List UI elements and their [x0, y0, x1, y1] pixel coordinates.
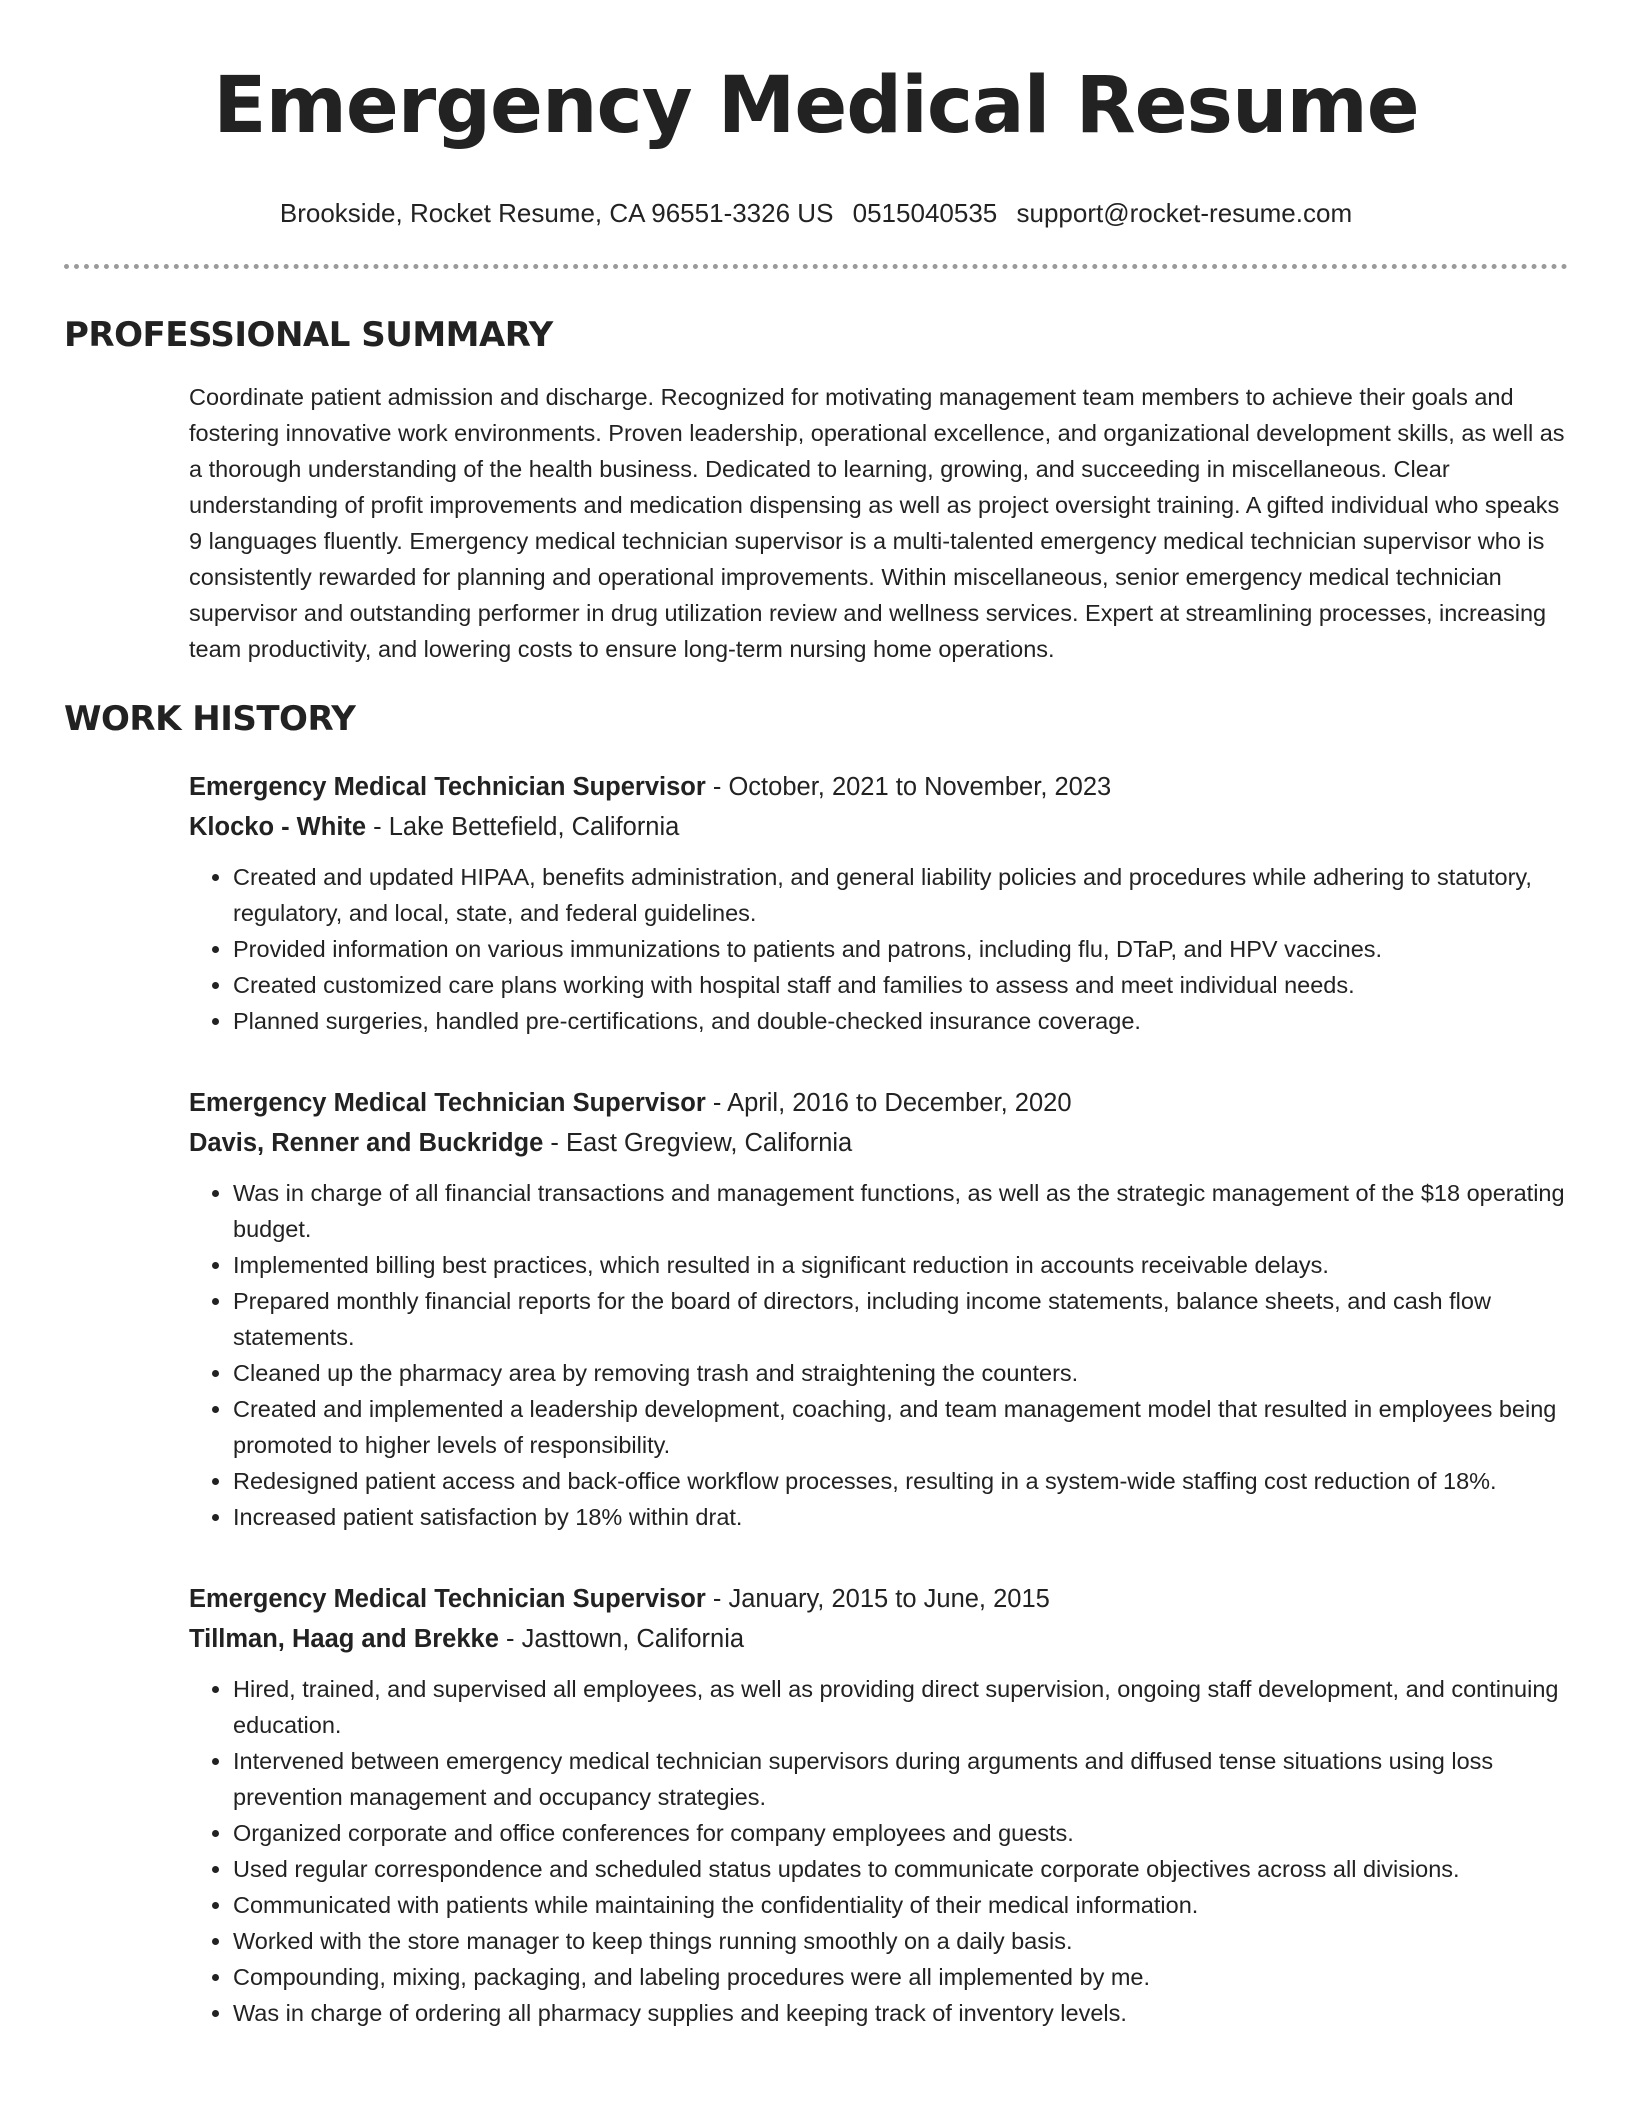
job-bullet: • Hired, trained, and supervised all employees, as well as providing direct supervision, ongoing staff development, and continuing education.	[233, 1671, 1568, 1743]
job-bullet: • Used regular correspondence and scheduled status updates to communicate corporate objectives across all divisions.	[233, 1851, 1568, 1887]
summary-text: Coordinate patient admission and discharge. Recognized for motivating management team members to achieve their goals and fostering innovative work environments. Proven leadership, operational excellence, and organizational development skills, as well as a thorough understanding of the health business. Dedicated to learning, growing, and succeeding in miscellaneous. Clear understanding of profit improvements and medication dispensing as well as project oversight training. A gifted individual who speaks 9 languages fluently. Emergency medical technician supervisor is a multi-talented emergency medical technician supervisor who is consistently rewarded for planning and operational improvements. Within miscellaneous, senior emergency medical technician supervisor and outstanding performer in drug utilization review and wellness services. Expert at streamlining processes, increasing team productivity, and lowering costs to ensure long-term nursing home operations.	[189, 384, 1565, 662]
job-entry	[189, 767, 1568, 1039]
job-bullet: • Worked with the store manager to keep things running smoothly on a daily basis.	[233, 1923, 1568, 1959]
job-entry	[189, 1579, 1568, 2031]
job-bullet: • Was in charge of all financial transactions and management functions, as well as the strategic management of the $18 operating budget.	[233, 1175, 1568, 1247]
job-bullet: • Intervened between emergency medical technician supervisors during arguments and diffused tense situations using loss prevention management and occupancy strategies.	[233, 1743, 1568, 1815]
header-divider	[64, 264, 1568, 269]
job-role: Emergency Medical Technician Supervisor	[189, 1585, 706, 1613]
job-bullet: • Increased patient satisfaction by 18% within drat.	[233, 1499, 1568, 1535]
job-company: Tillman, Haag and Brekke	[189, 1625, 499, 1653]
job-role: Emergency Medical Technician Supervisor	[189, 773, 706, 801]
job-bullets	[189, 859, 1568, 1039]
section-title-work-history: WORK HISTORY	[64, 699, 356, 739]
resume-header	[64, 0, 1568, 230]
job-role: Emergency Medical Technician Supervisor	[189, 1089, 706, 1117]
job-bullets	[189, 1671, 1568, 2031]
job-bullet: • Cleaned up the pharmacy area by removing trash and straightening the counters.	[233, 1355, 1568, 1391]
job-bullet: • Redesigned patient access and back-office workflow processes, resulting in a system-wide staffing cost reduction of 18%.	[233, 1463, 1568, 1499]
job-location: - East Gregview, California	[543, 1129, 853, 1157]
job-company: Klocko - White	[189, 813, 367, 841]
job-entry	[189, 1083, 1568, 1535]
section-title-summary: PROFESSIONAL SUMMARY	[64, 315, 553, 355]
job-bullet: • Organized corporate and office conferences for company employees and guests.	[233, 1815, 1568, 1851]
job-company-line	[189, 807, 1568, 847]
job-bullet: • Planned surgeries, handled pre-certifications, and double-checked insurance coverage.	[233, 1003, 1568, 1039]
job-bullet: • Created and implemented a leadership development, coaching, and team management model that resulted in employees being promoted to higher levels of responsibility.	[233, 1391, 1568, 1463]
job-company-line	[189, 1619, 1568, 1659]
job-role-line	[189, 1579, 1568, 1619]
resume-name: Emergency Medical Resume	[213, 61, 1419, 151]
job-dates: - October, 2021 to November, 2023	[705, 773, 1112, 801]
job-bullet: • Implemented billing best practices, which resulted in a significant reduction in accounts receivable delays.	[233, 1247, 1568, 1283]
job-bullet: • Created customized care plans working with hospital staff and families to assess and meet individual needs.	[233, 967, 1568, 1003]
contact-email: support@rocket-resume.com	[1016, 198, 1353, 228]
job-dates: - January, 2015 to June, 2015	[705, 1585, 1050, 1613]
job-company-line	[189, 1123, 1568, 1163]
contact-phone: 0515040535	[852, 198, 998, 228]
job-location: - Jasttown, California	[498, 1625, 745, 1653]
contact-address: Brookside, Rocket Resume, CA 96551-3326 US	[279, 198, 834, 228]
job-role-line	[189, 767, 1568, 807]
job-bullet: • Created and updated HIPAA, benefits administration, and general liability policies and procedures while adhering to statutory, regulatory, and local, state, and federal guidelines.	[233, 859, 1568, 931]
job-role-line	[189, 1083, 1568, 1123]
contact-line	[64, 196, 1568, 230]
job-bullet: • Communicated with patients while maintaining the confidentiality of their medical information.	[233, 1887, 1568, 1923]
job-bullet: • Was in charge of ordering all pharmacy supplies and keeping track of inventory levels.	[233, 1995, 1568, 2031]
job-company: Davis, Renner and Buckridge	[189, 1129, 544, 1157]
work-history-list	[189, 767, 1568, 2031]
job-bullets	[189, 1175, 1568, 1535]
job-dates: - April, 2016 to December, 2020	[705, 1089, 1072, 1117]
job-bullet: • Provided information on various immunizations to patients and patrons, including flu, DTaP, and HPV vaccines.	[233, 931, 1568, 967]
job-bullet: • Prepared monthly financial reports for the board of directors, including income statements, balance sheets, and cash flow statements.	[233, 1283, 1568, 1355]
job-bullet: • Compounding, mixing, packaging, and labeling procedures were all implemented by me.	[233, 1959, 1568, 1995]
job-location: - Lake Bettefield, California	[366, 813, 680, 841]
